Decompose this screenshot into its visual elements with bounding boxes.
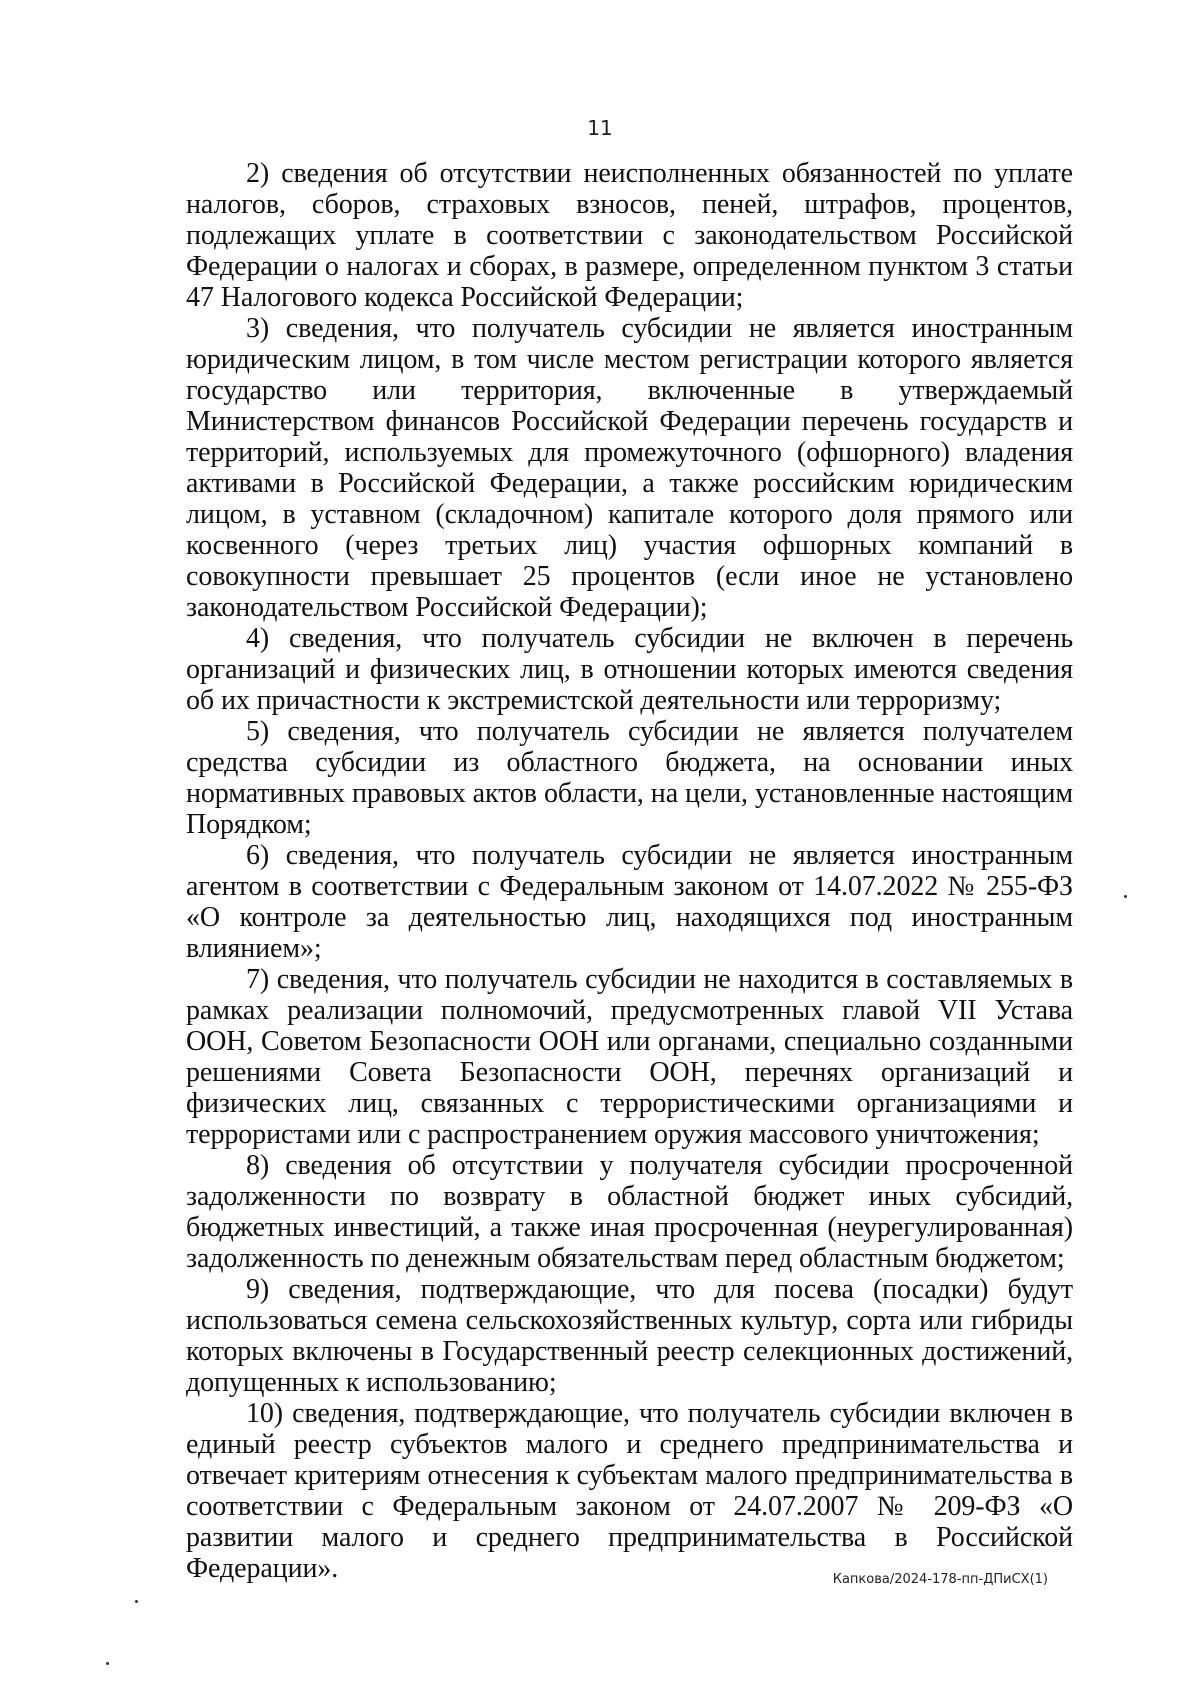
paragraph-item-4: 4) сведения, что получатель субсидии не включен в перечень организаций и физических лиц, в отношении которых имеются сведения об их причастности к экстремистской деятельности или терроризму; <box>186 623 1073 716</box>
paragraph-item-8: 8) сведения об отсутствии у получателя субсидии просроченной задолженности по возврату в областной бюджет иных субсидий, бюджетных инвестиций, а также иная просроченная (неурегулированная) задолженность по денежным обязательствам перед областным бюджетом; <box>186 1150 1073 1274</box>
paragraph-item-5: 5) сведения, что получатель субсидии не является получателем средства субсидии из областного бюджета, на основании иных нормативных правовых актов области, на цели, установленные настоящим Порядком; <box>186 716 1073 840</box>
page-number: 11 <box>587 116 613 140</box>
paragraph-item-7: 7) сведения, что получатель субсидии не находится в составляемых в рамках реализации полномочий, предусмотренных главой VII Устава ООН, Советом Безопасности ООН или органами, специально созданными решениями Совета Безопасности ООН, перечнях организаций и физических лиц, связанных с террористическими организациями и террористами или с распространением оружия массового уничтожения; <box>186 964 1073 1150</box>
document-footer-code: Капкова/2024-178-пп-ДПиСХ(1) <box>832 1572 1048 1587</box>
scan-speck <box>1124 895 1127 898</box>
paragraph-item-2: 2) сведения об отсутствии неисполненных обязанностей по уплате налогов, сборов, страховых взносов, пеней, штрафов, процентов, подлежащих уплате в соответствии с законодательством Российской Федерации о налогах и сборах, в размере, определенном пунктом 3 статьи 47 Налогового кодекса Российской Федерации; <box>186 158 1073 313</box>
scan-speck <box>135 1600 138 1603</box>
paragraph-item-10: 10) сведения, подтверждающие, что получатель субсидии включен в единый реестр субъектов малого и среднего предпринимательства и отвечает критериям отнесения к субъектам малого предпринимательства в соответствии с Федеральным законом от 24.07.2007 № 209-ФЗ «О развитии малого и среднего предпринимательства в Российской Федерации». <box>186 1398 1073 1584</box>
paragraph-item-3: 3) сведения, что получатель субсидии не является иностранным юридическим лицом, в том числе местом регистрации которого является государство или территория, включенные в утверждаемый Министерством финансов Российской Федерации перечень государств и территорий, используемых для промежуточного (офшорного) владения активами в Российской Федерации, а также российским юридическим лицом, в уставном (складочном) капитале которого доля прямого или косвенного (через третьих лиц) участия офшорных компаний в совокупности превышает 25 процентов (если иное не установлено законодательством Российской Федерации); <box>186 313 1073 623</box>
paragraph-item-9: 9) сведения, подтверждающие, что для посева (посадки) будут использоваться семена сельскохозяйственных культур, сорта или гибриды которых включены в Государственный реестр селекционных достижений, допущенных к использованию; <box>186 1274 1073 1398</box>
document-body <box>186 158 1073 1584</box>
paragraph-item-6: 6) сведения, что получатель субсидии не является иностранным агентом в соответствии с Федеральным законом от 14.07.2022 № 255-ФЗ «О контроле за деятельностью лиц, находящихся под иностранным влиянием»; <box>186 840 1073 964</box>
scan-speck <box>106 1662 109 1665</box>
